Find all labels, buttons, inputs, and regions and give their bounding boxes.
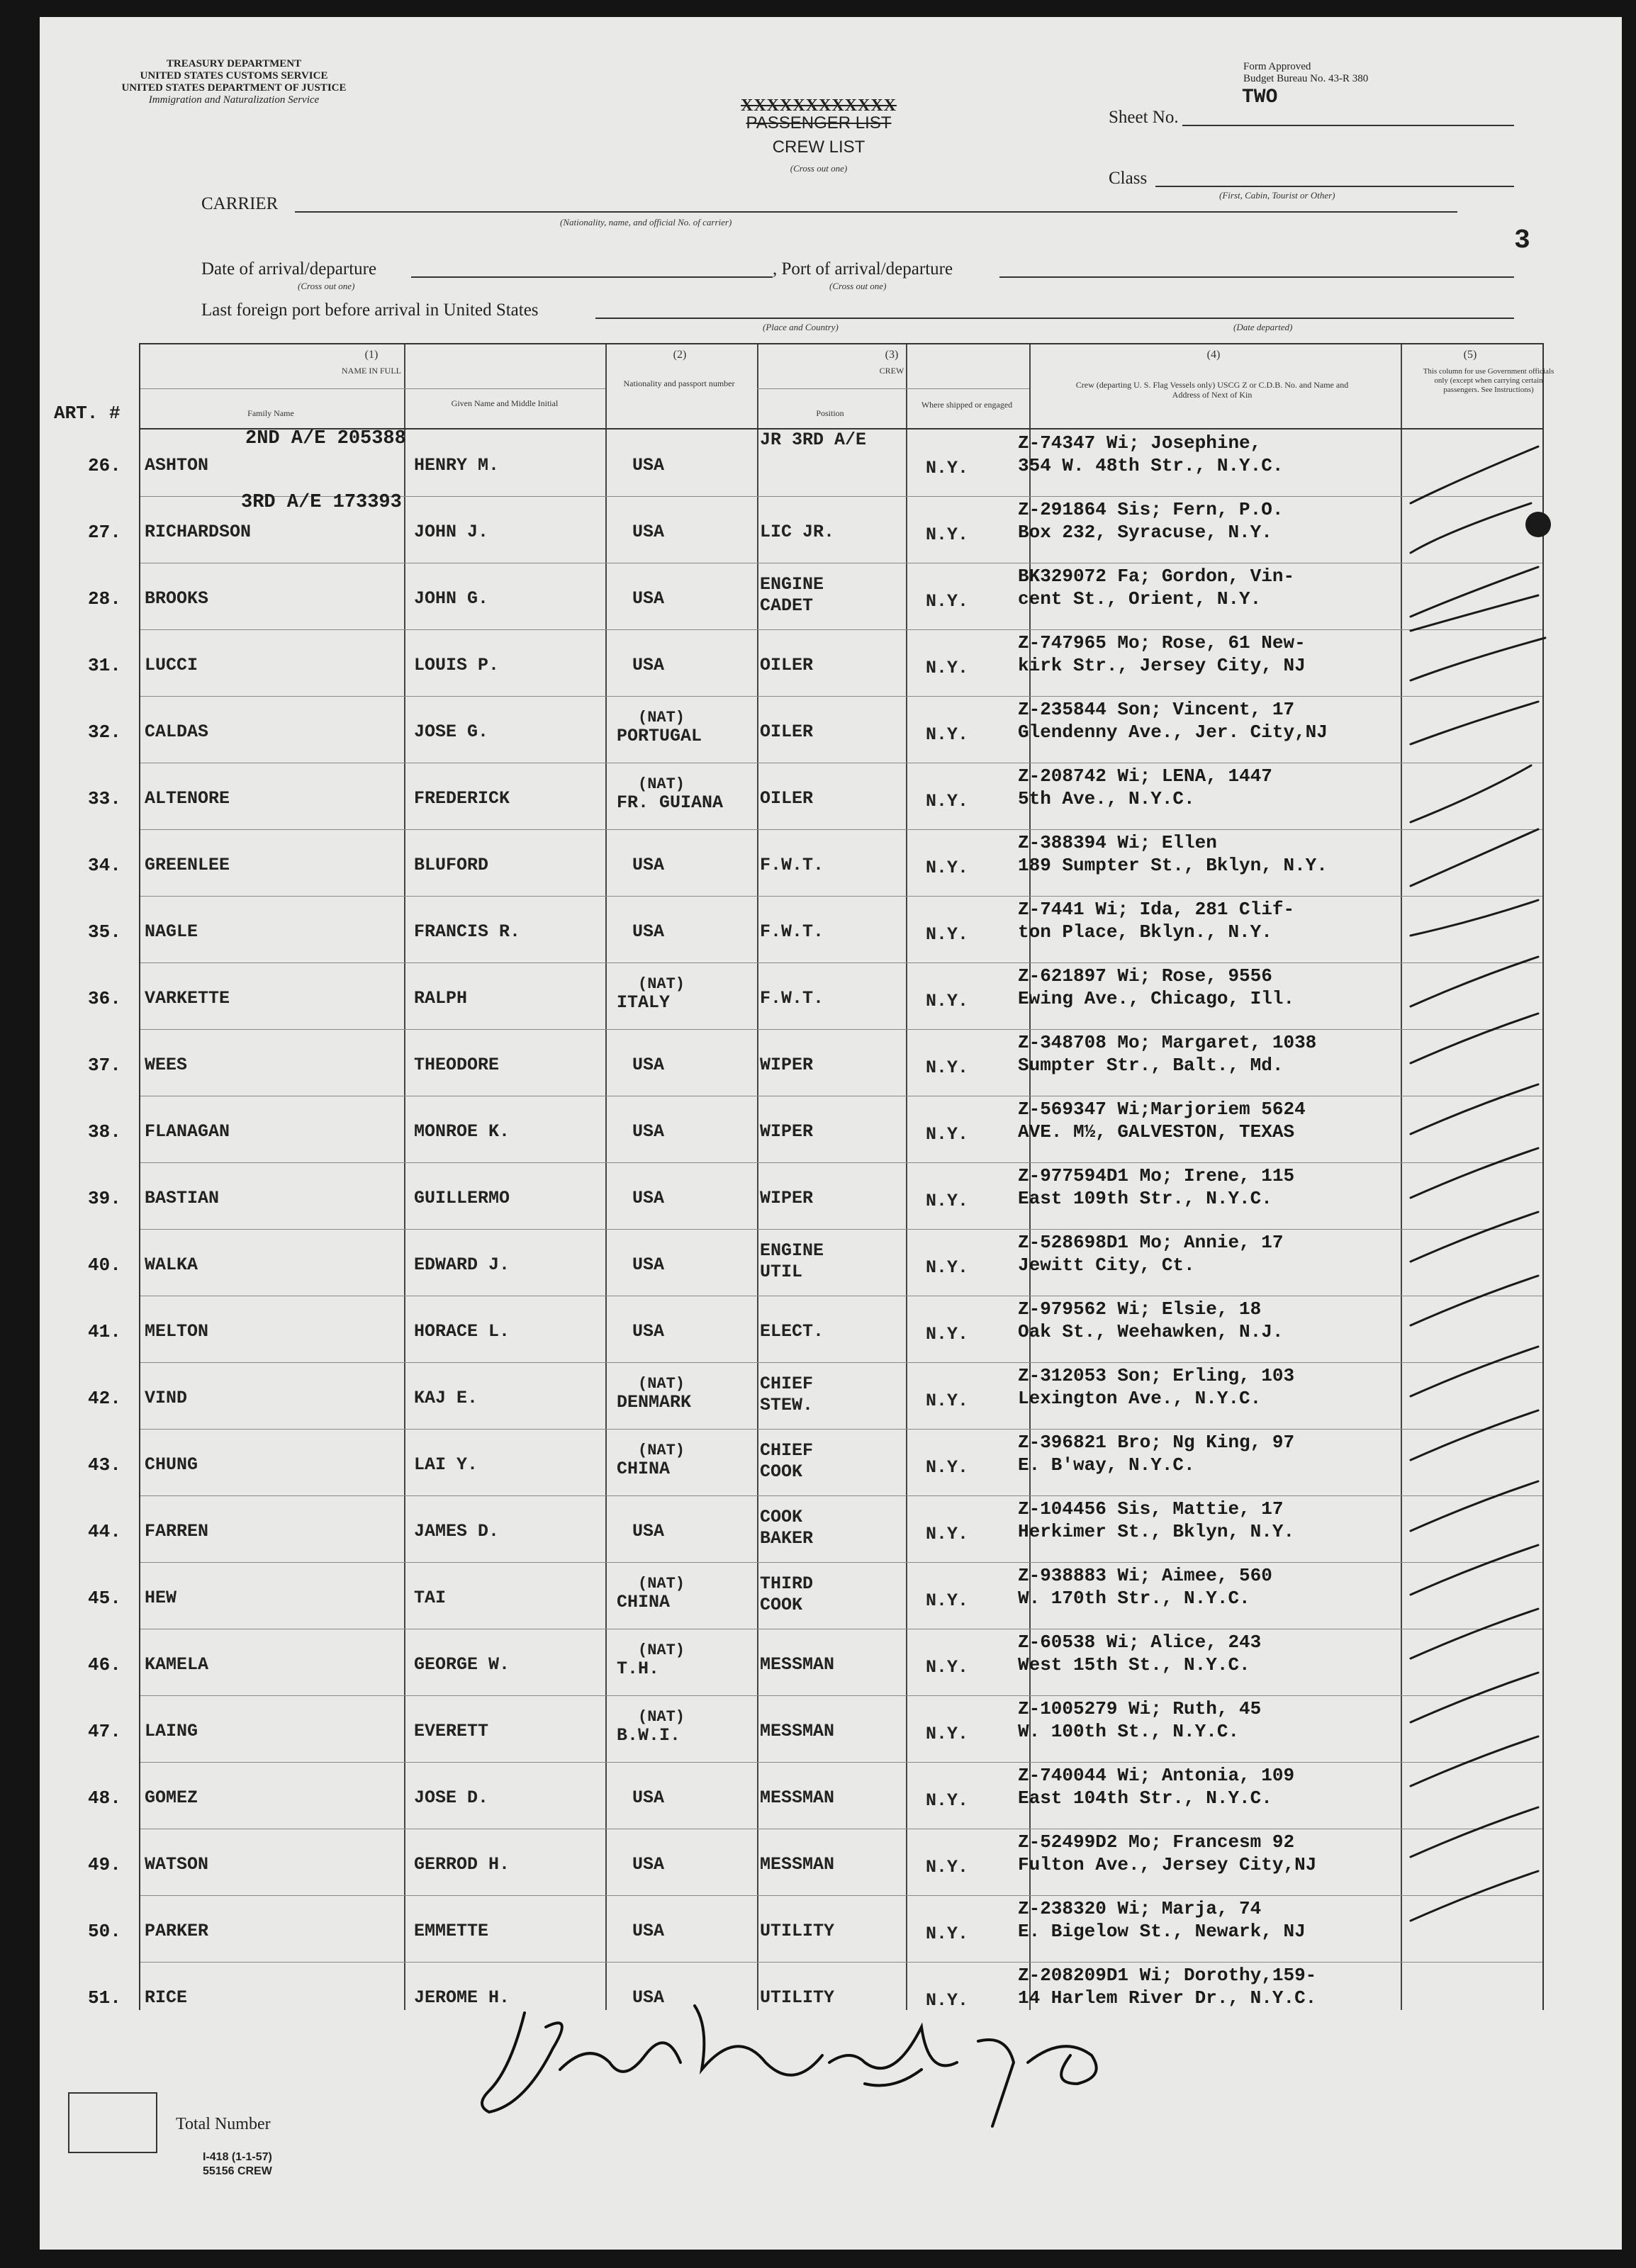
- next-of-kin-line2: E. Bigelow St., Newark, NJ: [1018, 1921, 1306, 1942]
- where-engaged: N.Y.: [926, 458, 969, 478]
- given-name: TAI: [414, 1588, 447, 1608]
- row-number: 34.: [88, 855, 121, 876]
- class-hint: (First, Cabin, Tourist or Other): [1219, 190, 1335, 201]
- annotation-note: 3RD A/E 173393: [241, 492, 402, 513]
- next-of-kin-line2: Sumpter Str., Balt., Md.: [1018, 1055, 1284, 1076]
- table-row: [0, 1759, 1636, 1826]
- next-of-kin-line2: Herkimer St., Bklyn, N.Y.: [1018, 1521, 1295, 1542]
- date-label: Date of arrival/departure: [201, 259, 377, 279]
- next-of-kin-line2: AVE. M½, GALVESTON, TEXAS: [1018, 1121, 1295, 1143]
- position: MESSMAN: [760, 1721, 835, 1741]
- next-of-kin-line1: Z-396821 Bro; Ng King, 97: [1018, 1432, 1295, 1453]
- nationality-note: (NAT): [638, 1708, 685, 1726]
- col2-num: (2): [673, 349, 687, 361]
- nationality: USA: [632, 1121, 665, 1142]
- col3-num: (3): [885, 349, 899, 361]
- table-row: [0, 960, 1636, 1026]
- table-row: [0, 1293, 1636, 1359]
- next-of-kin-line2: 5th Ave., N.Y.C.: [1018, 788, 1195, 809]
- where-engaged: N.Y.: [926, 1391, 969, 1411]
- table-row: [0, 1892, 1636, 1959]
- where-engaged: N.Y.: [926, 1457, 969, 1478]
- given-name: GUILLERMO: [414, 1188, 510, 1208]
- agency-line: UNITED STATES DEPARTMENT OF JUSTICE: [121, 82, 347, 94]
- where-engaged: N.Y.: [926, 1657, 969, 1678]
- family-name: RICHARDSON: [145, 522, 252, 542]
- row-number: 31.: [88, 655, 121, 676]
- given-name: JOSE G.: [414, 722, 489, 742]
- row-number: 35.: [88, 921, 121, 943]
- where-engaged: N.Y.: [926, 1057, 969, 1078]
- col1-given: Given Name and Middle Initial: [451, 398, 559, 408]
- next-of-kin-line2: Lexington Ave., N.Y.C.: [1018, 1388, 1262, 1409]
- date-cross: (Cross out one): [298, 281, 355, 291]
- table-row: [0, 1626, 1636, 1692]
- family-name: GREENLEE: [145, 855, 230, 875]
- nationality-note: (NAT): [638, 1641, 685, 1659]
- art-label: ART. #: [54, 403, 121, 424]
- family-name: NAGLE: [145, 921, 198, 942]
- next-of-kin-line2: West 15th St., N.Y.C.: [1018, 1654, 1250, 1675]
- row-number: 37.: [88, 1055, 121, 1076]
- family-name: BASTIAN: [145, 1188, 220, 1208]
- date-departed-hint: (Date departed): [1233, 322, 1293, 332]
- next-of-kin-line1: Z-60538 Wi; Alice, 243: [1018, 1632, 1262, 1653]
- nationality: PORTUGAL: [617, 726, 702, 746]
- given-name: HENRY M.: [414, 455, 500, 476]
- col3-where: Where shipped or engaged: [921, 400, 1013, 410]
- row-number: 49.: [88, 1854, 121, 1875]
- family-name: WALKA: [145, 1254, 198, 1275]
- where-engaged: N.Y.: [926, 1990, 969, 2011]
- given-name: EDWARD J.: [414, 1254, 510, 1275]
- family-name: GOMEZ: [145, 1787, 198, 1808]
- position: WIPER: [760, 1188, 814, 1208]
- row-number: 32.: [88, 722, 121, 743]
- position: UTIL: [760, 1262, 803, 1282]
- family-name: VARKETTE: [145, 988, 230, 1009]
- nationality-note: (NAT): [638, 975, 685, 993]
- row-number: 28.: [88, 588, 121, 610]
- next-of-kin-line1: Z-235844 Son; Vincent, 17: [1018, 699, 1295, 720]
- given-name: HORACE L.: [414, 1321, 510, 1342]
- nationality: USA: [632, 921, 665, 942]
- row-number: 40.: [88, 1254, 121, 1276]
- position: F.W.T.: [760, 921, 824, 942]
- where-engaged: N.Y.: [926, 524, 969, 545]
- col3-title: CREW: [879, 366, 904, 376]
- row-number: 41.: [88, 1321, 121, 1342]
- next-of-kin-line2: W. 100th St., N.Y.C.: [1018, 1721, 1240, 1742]
- nationality: CHINA: [617, 1459, 671, 1479]
- agency-block: [85, 58, 383, 106]
- cross-out-hint: (Cross out one): [790, 163, 848, 174]
- where-engaged: N.Y.: [926, 658, 969, 678]
- next-of-kin-line1: Z-74347 Wi; Josephine,: [1018, 432, 1262, 454]
- next-of-kin-line1: Z-291864 Sis; Fern, P.O.: [1018, 499, 1284, 520]
- nationality: USA: [632, 1321, 665, 1342]
- row-number: 38.: [88, 1121, 121, 1143]
- given-name: KAJ E.: [414, 1388, 478, 1408]
- nationality: USA: [632, 588, 665, 609]
- sheet-label: Sheet No.: [1109, 108, 1179, 127]
- given-name: LAI Y.: [414, 1454, 478, 1475]
- nationality-note: (NAT): [638, 1575, 685, 1593]
- given-name: EVERETT: [414, 1721, 489, 1741]
- row-number: 26.: [88, 455, 121, 476]
- nationality: DENMARK: [617, 1392, 692, 1413]
- position-line1: ENGINE: [760, 574, 824, 595]
- crew-list-title: CREW LIST: [772, 137, 865, 157]
- where-engaged: N.Y.: [926, 1124, 969, 1145]
- row-number: 42.: [88, 1388, 121, 1409]
- carrier-hint: (Nationality, name, and official No. of carrier): [560, 217, 732, 228]
- nationality: B.W.I.: [617, 1725, 681, 1746]
- next-of-kin-line2: East 109th Str., N.Y.C.: [1018, 1188, 1272, 1209]
- row-number: 45.: [88, 1588, 121, 1609]
- given-name: MONROE K.: [414, 1121, 510, 1142]
- where-engaged: N.Y.: [926, 1324, 969, 1344]
- nationality: USA: [632, 1254, 665, 1275]
- next-of-kin-line1: BK329072 Fa; Gordon, Vin-: [1018, 566, 1295, 587]
- annotation-note: 2ND A/E 205388: [245, 428, 406, 449]
- position: COOK: [760, 1461, 803, 1482]
- struck-title: XXXXXXXXXXXX: [741, 96, 897, 115]
- nationality-note: (NAT): [638, 709, 685, 726]
- page-number: 3: [1514, 225, 1530, 256]
- row-number: 36.: [88, 988, 121, 1009]
- given-name: JEROME H.: [414, 1987, 510, 2008]
- nationality-note: (NAT): [638, 775, 685, 793]
- sheet-value: TWO: [1242, 86, 1278, 108]
- next-of-kin-line2: Oak St., Weehawken, N.J.: [1018, 1321, 1284, 1342]
- nationality: USA: [632, 522, 665, 542]
- family-name: KAMELA: [145, 1654, 209, 1675]
- agency-line: UNITED STATES CUSTOMS SERVICE: [140, 70, 328, 82]
- col1-family: Family Name: [247, 408, 294, 418]
- position: F.W.T.: [760, 855, 824, 875]
- where-engaged: N.Y.: [926, 858, 969, 878]
- passenger-list-title: PASSENGER LIST: [746, 113, 892, 133]
- last-port-label: Last foreign port before arrival in United States: [201, 301, 539, 320]
- position: ELECT.: [760, 1321, 824, 1342]
- col1-title: NAME IN FULL: [342, 366, 401, 376]
- next-of-kin-line1: Z-104456 Sis, Mattie, 17: [1018, 1498, 1284, 1520]
- next-of-kin-line2: ton Place, Bklyn., N.Y.: [1018, 921, 1272, 943]
- family-name: FLANAGAN: [145, 1121, 230, 1142]
- position-line1: THIRD: [760, 1573, 814, 1594]
- next-of-kin-line1: Z-208209D1 Wi; Dorothy,159-: [1018, 1965, 1317, 1986]
- table-row: [0, 1226, 1636, 1293]
- next-of-kin-line1: Z-528698D1 Mo; Annie, 17: [1018, 1232, 1284, 1253]
- nationality: USA: [632, 1188, 665, 1208]
- where-engaged: N.Y.: [926, 1857, 969, 1877]
- where-engaged: N.Y.: [926, 791, 969, 812]
- family-name: ASHTON: [145, 455, 209, 476]
- position-line1: COOK: [760, 1507, 803, 1527]
- given-name: JOHN J.: [414, 522, 489, 542]
- family-name: LUCCI: [145, 655, 198, 675]
- family-name: FARREN: [145, 1521, 209, 1542]
- col1-num: (1): [364, 349, 379, 361]
- nationality: USA: [632, 1055, 665, 1075]
- position: F.W.T.: [760, 988, 824, 1009]
- row-number: 43.: [88, 1454, 121, 1476]
- where-engaged: N.Y.: [926, 991, 969, 1011]
- position: BAKER: [760, 1528, 814, 1549]
- nationality: USA: [632, 1854, 665, 1875]
- position: WIPER: [760, 1121, 814, 1142]
- where-engaged: N.Y.: [926, 1790, 969, 1811]
- position-line1: CHIEF: [760, 1374, 814, 1394]
- position-line1: ENGINE: [760, 1240, 824, 1261]
- next-of-kin-line1: Z-348708 Mo; Margaret, 1038: [1018, 1032, 1317, 1053]
- table-row: [0, 1426, 1636, 1493]
- next-of-kin-line2: W. 170th Str., N.Y.C.: [1018, 1588, 1250, 1609]
- where-engaged: N.Y.: [926, 1191, 969, 1211]
- table-row: [0, 893, 1636, 960]
- given-name: GEORGE W.: [414, 1654, 510, 1675]
- nationality: USA: [632, 455, 665, 476]
- agency-line: TREASURY DEPARTMENT: [166, 58, 302, 69]
- family-name: WEES: [145, 1055, 188, 1075]
- position: MESSMAN: [760, 1854, 835, 1875]
- form-approved: Form Approved Budget Bureau No. 43-R 380: [1243, 61, 1369, 84]
- position: CADET: [760, 595, 814, 616]
- table-row: [0, 826, 1636, 893]
- where-engaged: N.Y.: [926, 924, 969, 945]
- col4-title: Crew (departing U. S. Flag Vessels only) USCG Z or C.D.B. No. and Name and Address of Next of Kin: [1075, 380, 1349, 400]
- given-name: JAMES D.: [414, 1521, 500, 1542]
- nationality: USA: [632, 855, 665, 875]
- position: UTILITY: [760, 1987, 835, 2008]
- next-of-kin-line1: Z-208742 Wi; LENA, 1447: [1018, 765, 1272, 787]
- table-row: [0, 1493, 1636, 1559]
- row-number: 44.: [88, 1521, 121, 1542]
- next-of-kin-line1: Z-1005279 Wi; Ruth, 45: [1018, 1698, 1262, 1719]
- where-engaged: N.Y.: [926, 1257, 969, 1278]
- given-name: JOHN G.: [414, 588, 489, 609]
- family-name: BROOKS: [145, 588, 209, 609]
- total-box: [68, 2092, 157, 2153]
- row-number: 50.: [88, 1921, 121, 1942]
- next-of-kin-line1: Z-979562 Wi; Elsie, 18: [1018, 1298, 1262, 1320]
- nationality: FR. GUIANA: [617, 792, 724, 813]
- form-number: I-418 (1-1-57) 55156 CREW: [203, 2151, 272, 2177]
- next-of-kin-line1: Z-740044 Wi; Antonia, 109: [1018, 1765, 1295, 1786]
- table-row: [0, 1692, 1636, 1759]
- nationality: USA: [632, 655, 665, 675]
- position-line1: CHIEF: [760, 1440, 814, 1461]
- position-line1: JR 3RD A/E: [760, 430, 867, 450]
- nationality: CHINA: [617, 1592, 671, 1612]
- port-cross: (Cross out one): [829, 281, 887, 291]
- position: COOK: [760, 1595, 803, 1615]
- row-number: 48.: [88, 1787, 121, 1809]
- family-name: PARKER: [145, 1921, 209, 1941]
- where-engaged: N.Y.: [926, 1590, 969, 1611]
- nationality-note: (NAT): [638, 1442, 685, 1459]
- table-row: [0, 1559, 1636, 1626]
- total-label: Total Number: [176, 2115, 271, 2133]
- position: OILER: [760, 722, 814, 742]
- next-of-kin-line2: kirk Str., Jersey City, NJ: [1018, 655, 1306, 676]
- next-of-kin-line1: Z-238320 Wi; Marja, 74: [1018, 1898, 1262, 1919]
- family-name: CALDAS: [145, 722, 209, 742]
- col4-num: (4): [1206, 349, 1221, 361]
- given-name: THEODORE: [414, 1055, 500, 1075]
- next-of-kin-line1: Z-977594D1 Mo; Irene, 115: [1018, 1165, 1295, 1186]
- row-number: 46.: [88, 1654, 121, 1675]
- col3-position: Position: [816, 408, 844, 418]
- port-label: , Port of arrival/departure: [773, 259, 953, 279]
- table-row: [0, 427, 1636, 493]
- next-of-kin-line2: 354 W. 48th Str., N.Y.C.: [1018, 455, 1284, 476]
- table-row: [0, 493, 1636, 560]
- next-of-kin-line2: E. B'way, N.Y.C.: [1018, 1454, 1195, 1476]
- position: OILER: [760, 788, 814, 809]
- table-row: [0, 693, 1636, 760]
- next-of-kin-line2: Ewing Ave., Chicago, Ill.: [1018, 988, 1295, 1009]
- family-name: ALTENORE: [145, 788, 230, 809]
- given-name: EMMETTE: [414, 1921, 489, 1941]
- family-name: WATSON: [145, 1854, 209, 1875]
- row-number: 47.: [88, 1721, 121, 1742]
- nationality-note: (NAT): [638, 1375, 685, 1393]
- given-name: JOSE D.: [414, 1787, 489, 1808]
- table-row: [0, 1026, 1636, 1093]
- col2-title: Nationality and passport number: [623, 378, 735, 388]
- position: MESSMAN: [760, 1654, 835, 1675]
- nationality: ITALY: [617, 992, 671, 1013]
- next-of-kin-line2: Box 232, Syracuse, N.Y.: [1018, 522, 1272, 543]
- next-of-kin-line1: Z-388394 Wi; Ellen: [1018, 832, 1217, 853]
- next-of-kin-line1: Z-7441 Wi; Ida, 281 Clif-: [1018, 899, 1295, 920]
- family-name: HEW: [145, 1588, 177, 1608]
- family-name: VIND: [145, 1388, 188, 1408]
- next-of-kin-line2: cent St., Orient, N.Y.: [1018, 588, 1262, 610]
- row-number: 33.: [88, 788, 121, 809]
- nationality: USA: [632, 1787, 665, 1808]
- next-of-kin-line1: Z-52499D2 Mo; Francesm 92: [1018, 1831, 1295, 1853]
- table-row: [0, 560, 1636, 627]
- table-row: [0, 1093, 1636, 1160]
- given-name: BLUFORD: [414, 855, 489, 875]
- family-name: CHUNG: [145, 1454, 198, 1475]
- next-of-kin-line1: Z-312053 Son; Erling, 103: [1018, 1365, 1295, 1386]
- where-engaged: N.Y.: [926, 591, 969, 612]
- given-name: RALPH: [414, 988, 468, 1009]
- next-of-kin-line2: Fulton Ave., Jersey City,NJ: [1018, 1854, 1317, 1875]
- table-row: [0, 760, 1636, 826]
- next-of-kin-line1: Z-747965 Mo; Rose, 61 New-: [1018, 632, 1306, 653]
- position: OILER: [760, 655, 814, 675]
- next-of-kin-line2: 189 Sumpter St., Bklyn, N.Y.: [1018, 855, 1328, 876]
- where-engaged: N.Y.: [926, 1724, 969, 1744]
- where-engaged: N.Y.: [926, 1524, 969, 1544]
- row-number: 51.: [88, 1987, 121, 2009]
- position: UTILITY: [760, 1921, 835, 1941]
- next-of-kin-line2: 14 Harlem River Dr., N.Y.C.: [1018, 1987, 1317, 2009]
- nationality: T.H.: [617, 1658, 660, 1679]
- nationality: USA: [632, 1987, 665, 2008]
- position: LIC JR.: [760, 522, 835, 542]
- table-row: [0, 1359, 1636, 1426]
- next-of-kin-line2: Jewitt City, Ct.: [1018, 1254, 1195, 1276]
- next-of-kin-line2: East 104th Str., N.Y.C.: [1018, 1787, 1272, 1809]
- place-hint: (Place and Country): [763, 322, 839, 332]
- position: STEW.: [760, 1395, 814, 1415]
- carrier-label: CARRIER: [201, 194, 279, 213]
- row-number: 39.: [88, 1188, 121, 1209]
- where-engaged: N.Y.: [926, 724, 969, 745]
- next-of-kin-line2: Glendenny Ave., Jer. City,NJ: [1018, 722, 1328, 743]
- signature: [468, 1984, 1177, 2140]
- table-row: [0, 1826, 1636, 1892]
- family-name: LAING: [145, 1721, 198, 1741]
- where-engaged: N.Y.: [926, 1924, 969, 1944]
- agency-line: Immigration and Naturalization Service: [148, 94, 320, 106]
- row-number: 27.: [88, 522, 121, 543]
- nationality: USA: [632, 1921, 665, 1941]
- given-name: LOUIS P.: [414, 655, 500, 675]
- table-row: [0, 627, 1636, 693]
- col5-num: (5): [1463, 349, 1477, 361]
- given-name: FREDERICK: [414, 788, 510, 809]
- given-name: FRANCIS R.: [414, 921, 521, 942]
- col5-title: This column for use Government officials only (except when carrying certain passengers. See Instructions): [1423, 367, 1554, 394]
- next-of-kin-line1: Z-938883 Wi; Aimee, 560: [1018, 1565, 1272, 1586]
- next-of-kin-line1: Z-621897 Wi; Rose, 9556: [1018, 965, 1272, 987]
- family-name: RICE: [145, 1987, 188, 2008]
- next-of-kin-line1: Z-569347 Wi;Marjoriem 5624: [1018, 1099, 1306, 1120]
- family-name: MELTON: [145, 1321, 209, 1342]
- table-row: [0, 1160, 1636, 1226]
- position: MESSMAN: [760, 1787, 835, 1808]
- nationality: USA: [632, 1521, 665, 1542]
- given-name: GERROD H.: [414, 1854, 510, 1875]
- class-label: Class: [1109, 169, 1148, 188]
- official-check-marks: [1396, 425, 1567, 2027]
- position: WIPER: [760, 1055, 814, 1075]
